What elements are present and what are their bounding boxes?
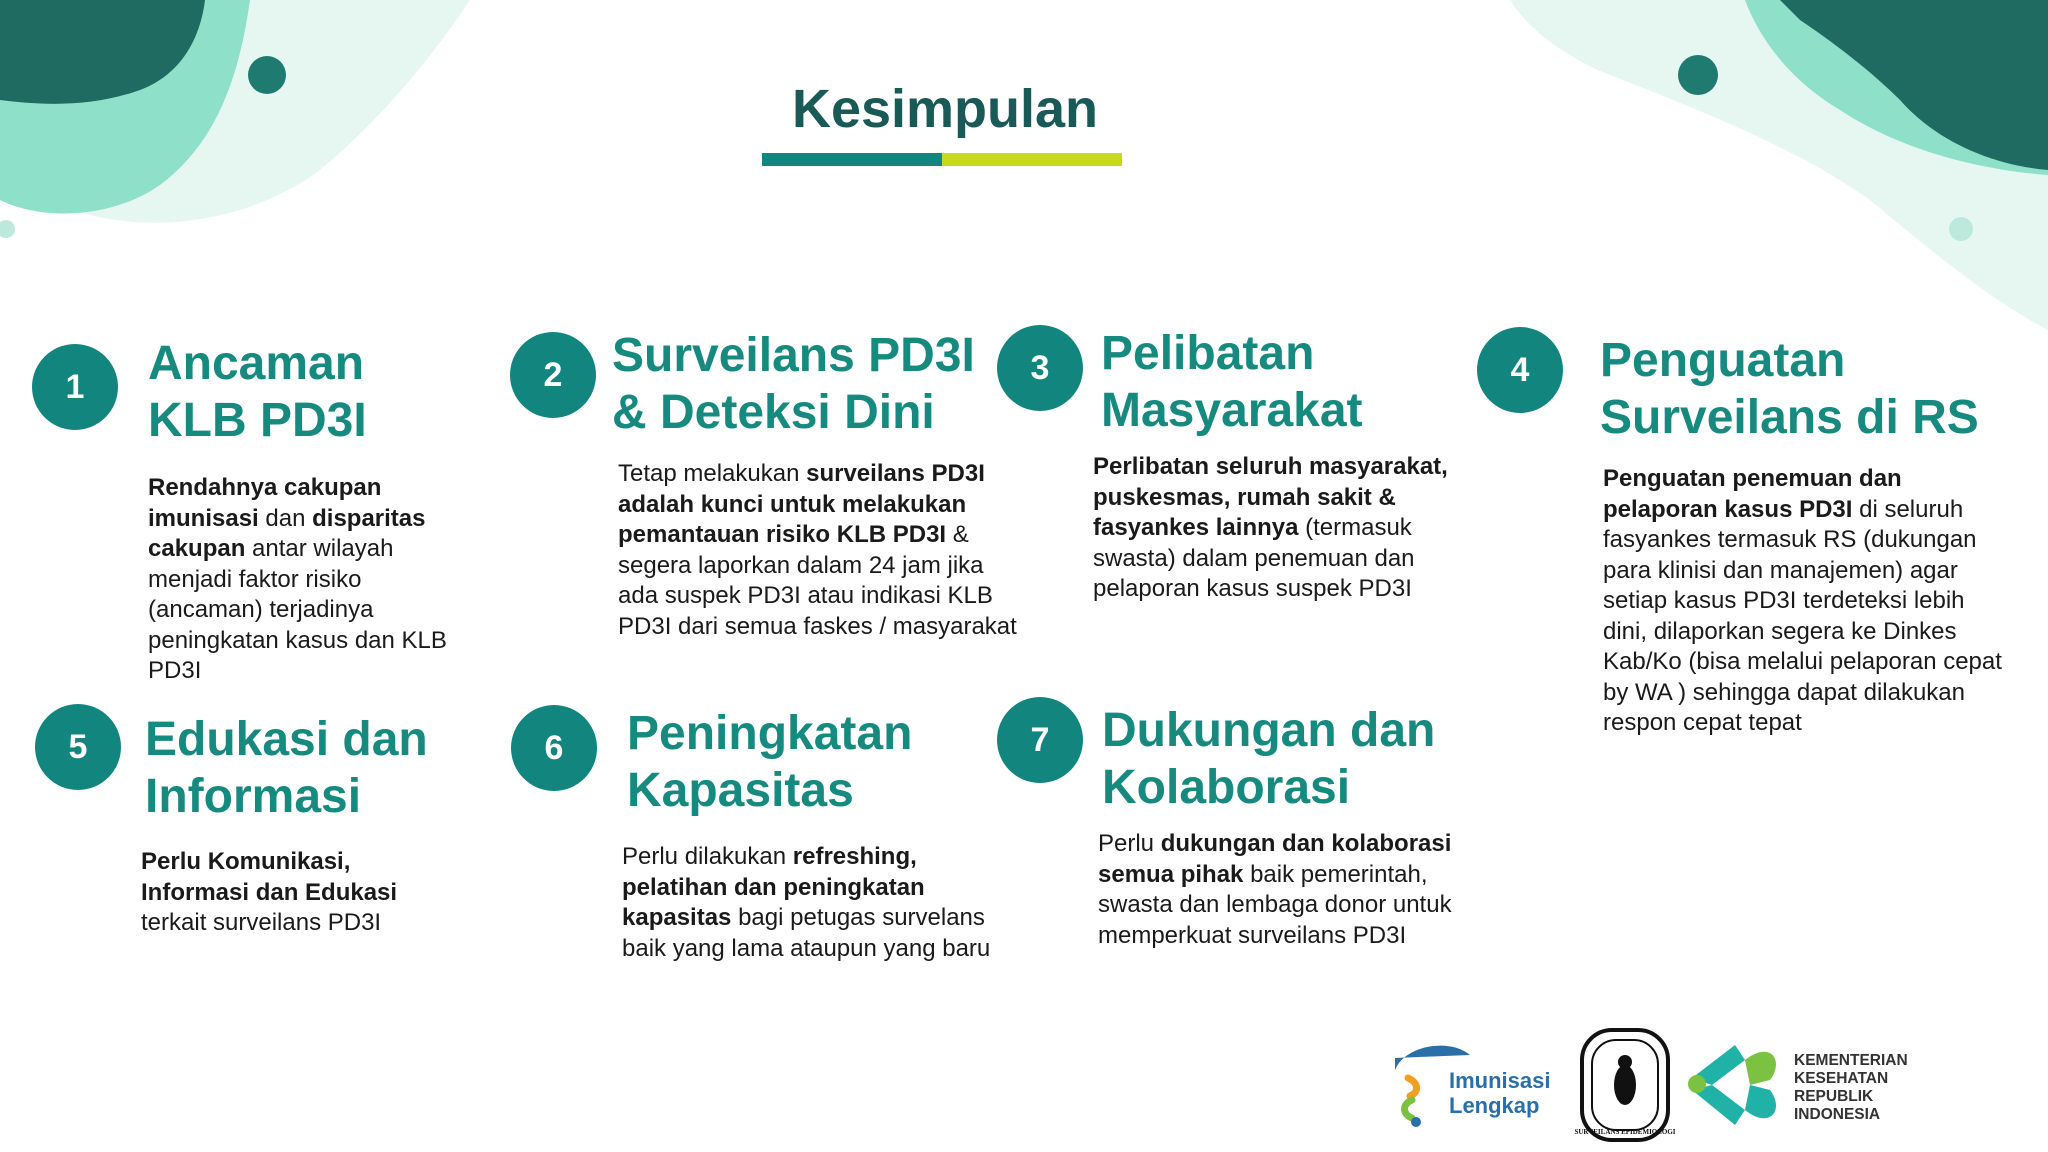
left-small-dot <box>0 220 15 238</box>
top-left-dot <box>248 56 286 94</box>
title-underline-teal <box>762 153 942 166</box>
item-2-heading: Surveilans PD3I & Deteksi Dini <box>612 329 975 439</box>
item-3-heading: Pelibatan Masyarakat <box>1101 327 1363 437</box>
item-6-heading: Peningkatan Kapasitas <box>627 707 913 817</box>
item-5-body: Perlu Komunikasi, Informasi dan Edukasi terkait surveilans PD3I <box>141 848 398 936</box>
imunisasi-logo-text: Imunisasi Lengkap <box>1449 1068 1551 1118</box>
surveilans-seal-text <box>1574 1030 1676 1140</box>
number-badge-2: 2 <box>510 332 596 418</box>
number-badge-5: 5 <box>35 704 121 790</box>
number-badge-6: 6 <box>511 705 597 791</box>
kemenkes-logo-mark <box>1688 1045 1776 1125</box>
kemenkes-logo-text: KEMENTERIAN KESEHATAN REPUBLIK INDONESIA <box>1794 1052 1908 1123</box>
number-badge-7: 7 <box>997 697 1083 783</box>
number-badge-4: 4 <box>1477 327 1563 413</box>
item-7-body: Perlu dukungan dan kolaborasi semua pihak baik pemerintah, swasta dan lembaga donor untuk memperkuat surveilans PD3I <box>1098 830 1452 949</box>
top-right-dot <box>1678 55 1718 95</box>
svg-text:SURVEILANS EPIDEMIOLOGI: SURVEILANS EPIDEMIOLOGI <box>1574 1128 1676 1136</box>
title-underline-lime <box>942 153 1122 166</box>
page-title: Kesimpulan <box>791 79 1099 139</box>
item-6-body: Perlu dilakukan refreshing, pelatihan dan peningkatan kapasitas bagi petugas survelans baik yang lama ataupun yang baru <box>622 843 991 962</box>
right-small-dot <box>1949 217 1973 241</box>
item-4-heading: Penguatan Surveilans di RS <box>1600 334 1979 444</box>
number-badge-1: 1 <box>32 344 118 430</box>
item-5-heading: Edukasi dan Informasi <box>145 713 428 823</box>
item-2-body: Tetap melakukan surveilans PD3I adalah kunci untuk melakukan pemantauan risiko KLB PD3I & segera laporkan dalam 24 jam jika ada suspek PD3I atau indikasi KLB PD3I dari semua faskes / masyarakat <box>618 460 1017 640</box>
item-4-body: Penguatan penemuan dan pelaporan kasus PD3I di seluruh fasyankes termasuk RS (dukungan para klinisi dan manajemen) agar setiap kasus PD3I terdeteksi lebih dini, dilaporkan segera ke Dinkes Kab/Ko (bisa melalui pelaporan cepat by WA ) sehingga dapat dilakukan respon cepat tepat <box>1603 465 2002 736</box>
item-3-body: Perlibatan seluruh masyarakat, puskesmas, rumah sakit & fasyankes lainnya (termasuk swasta) dalam penemuan dan pelaporan kasus suspek PD3I <box>1093 453 1448 602</box>
number-badge-3: 3 <box>997 325 1083 411</box>
item-7-heading: Dukungan dan Kolaborasi <box>1102 704 1436 814</box>
item-1-heading: Ancaman KLB PD3I <box>148 337 367 447</box>
item-1-body: Rendahnya cakupan imunisasi dan disparitas cakupan antar wilayah menjadi faktor risiko (ancaman) terjadinya peningkatan kasus dan KLB PD3I <box>148 474 447 684</box>
